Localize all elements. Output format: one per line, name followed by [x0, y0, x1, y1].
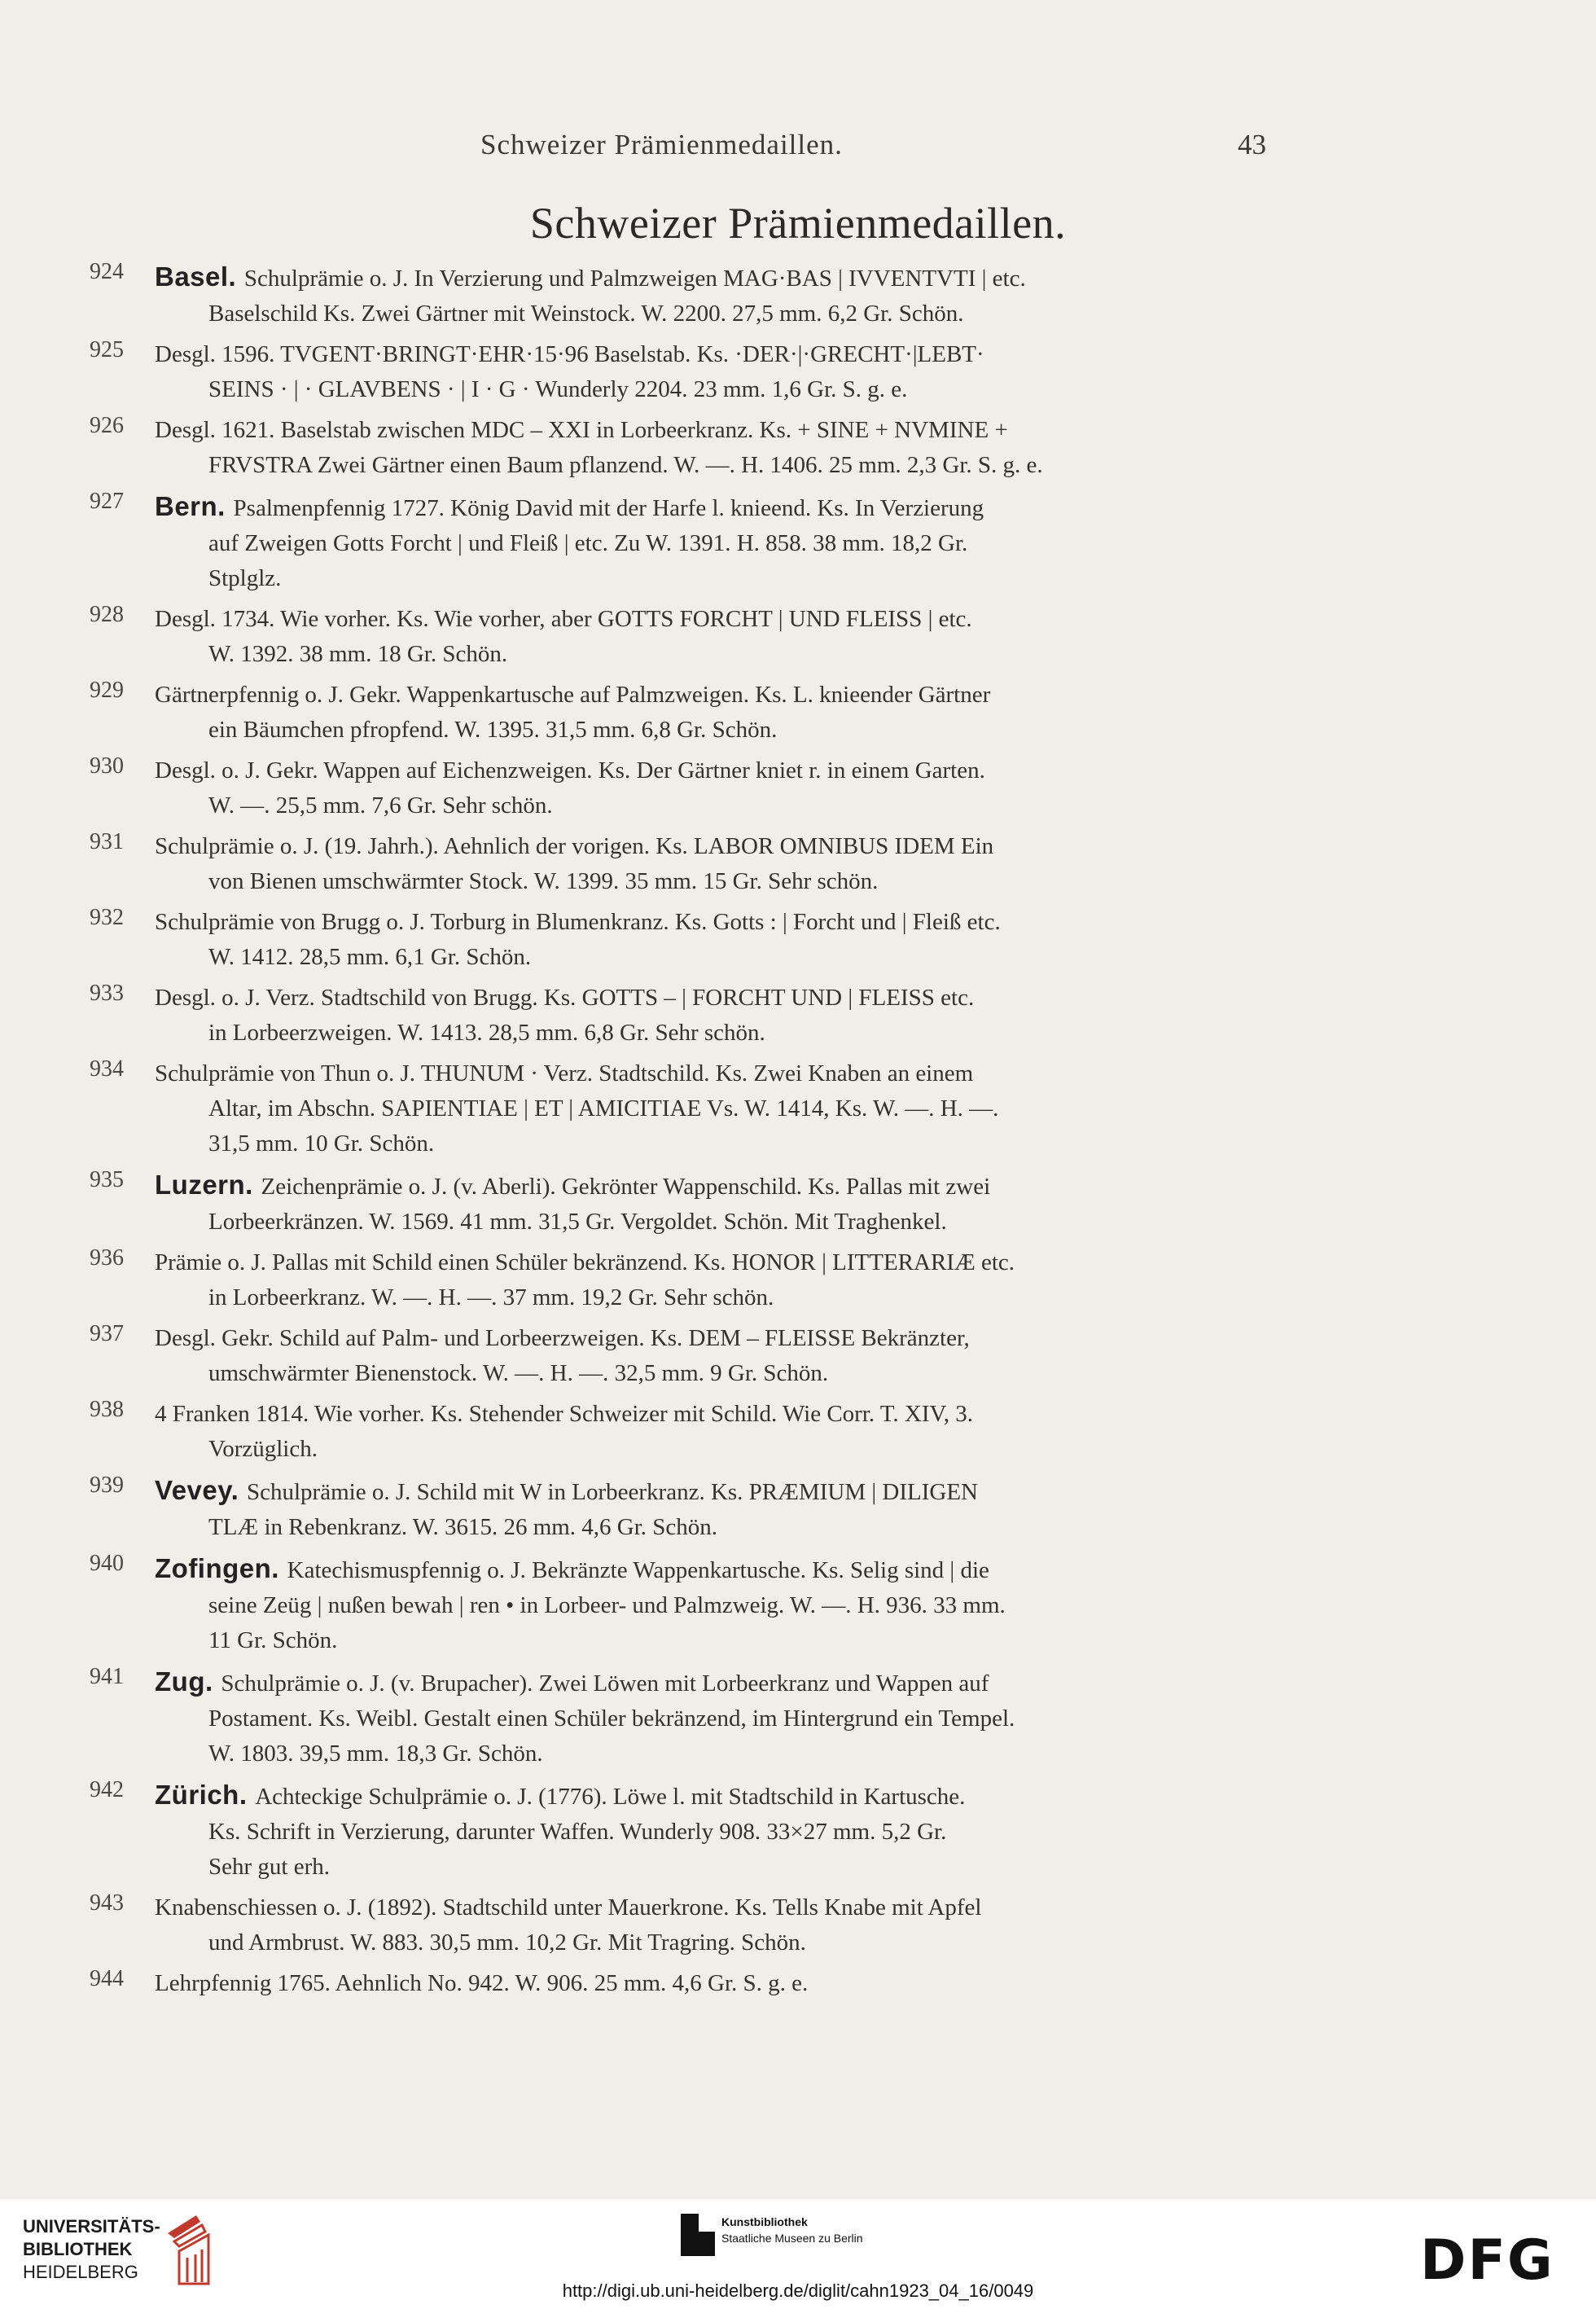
entry-line	[155, 526, 1278, 561]
entry-line-text: Desgl. Gekr. Schild auf Palm- und Lorbeerzweigen. Ks. DEM – FLEISSE Bekränzter,	[155, 1325, 970, 1351]
catalog-entry	[90, 1664, 1278, 1777]
entry-line-text: SEINS · | · GLAVBENS · | I · G · Wunderly 2204. 23 mm. 1,6 Gr. S. g. e.	[208, 376, 908, 402]
entry-line-text: auf Zweigen Gotts Forcht | und Fleiß | etc. Zu W. 1391. H. 858. 38 mm. 18,2 Gr.	[208, 530, 968, 556]
entry-number: 925	[90, 337, 124, 362]
entry-line	[155, 1432, 1278, 1467]
entry-number: 926	[90, 413, 124, 438]
entry-place: Zürich.	[155, 1780, 256, 1810]
entry-line	[155, 1056, 1278, 1091]
entry-line-text: Psalmenpfennig 1727. König David mit der Harfe l. knieend. Ks. In Verzierung	[233, 495, 984, 521]
entry-line	[155, 1205, 1278, 1240]
entry-line-text: 31,5 mm. 10 Gr. Schön.	[208, 1130, 435, 1157]
entry-line-text: umschwärmter Bienenstock. W. —. H. —. 32,5 mm. 9 Gr. Schön.	[208, 1360, 829, 1386]
entry-line-text: Baselschild Ks. Zwei Gärtner mit Weinstock. W. 2200. 27,5 mm. 6,2 Gr. Schön.	[208, 301, 964, 327]
entry-line	[155, 1701, 1278, 1736]
entry-gap	[90, 1051, 1278, 1056]
entry-text	[155, 753, 1278, 823]
page-number: 43	[1238, 129, 1266, 160]
entry-gap	[90, 407, 1278, 413]
entry-place: Luzern.	[155, 1170, 261, 1200]
ub-line-3: HEIDELBERG	[23, 2262, 138, 2282]
entry-line-text: Katechismuspfennig o. J. Bekränzte Wappenkartusche. Ks. Selig sind | die	[287, 1557, 989, 1583]
catalog-entry	[90, 1167, 1278, 1245]
entry-number: 933	[90, 981, 124, 1006]
entry-line-text: Schulprämie o. J. (v. Brupacher). Zwei Löwen mit Lorbeerkranz und Wappen auf	[221, 1670, 989, 1697]
section-title: Schweizer Prämienmedaillen.	[529, 199, 1067, 248]
entry-line	[155, 489, 1278, 526]
entry-gap	[90, 483, 1278, 489]
entry-line	[155, 1245, 1278, 1280]
entry-gap	[90, 899, 1278, 905]
entry-text	[155, 1473, 1278, 1545]
catalog-entry	[90, 753, 1278, 829]
entry-gap	[90, 1885, 1278, 1890]
entry-gap	[90, 1391, 1278, 1397]
catalog-entries	[90, 259, 1278, 2007]
entry-line	[155, 372, 1278, 407]
entry-gap	[90, 1467, 1278, 1473]
kunstbibliothek-logo-text[interactable]	[721, 2214, 863, 2246]
entry-number: 935	[90, 1167, 124, 1192]
running-title: Schweizer Prämienmedaillen.	[480, 129, 843, 160]
entry-line-text: Schulprämie von Thun o. J. THUNUM · Verz. Stadtschild. Ks. Zwei Knaben an einem	[155, 1060, 974, 1086]
entry-line-text: Schulprämie von Brugg o. J. Torburg in Blumenkranz. Ks. Gotts : | Forcht und | Fleiß etc.	[155, 909, 1001, 935]
entry-line	[155, 940, 1278, 975]
entry-line	[155, 1588, 1278, 1623]
entry-line-text: Schulprämie o. J. Schild mit W in Lorbeerkranz. Ks. PRÆMIUM | DILIGEN	[247, 1479, 978, 1505]
entry-line	[155, 1966, 1278, 2001]
entry-line-text: Lorbeerkränzen. W. 1569. 41 mm. 31,5 Gr. Vergoldet. Schön. Mit Traghenkel.	[208, 1209, 947, 1235]
entry-line	[155, 448, 1278, 483]
entry-place: Vevey.	[155, 1475, 247, 1505]
entry-line	[155, 1126, 1278, 1161]
entry-number: 930	[90, 753, 124, 779]
ub-heidelberg-emblem-icon	[160, 2209, 225, 2290]
entry-line	[155, 1091, 1278, 1126]
entry-number: 938	[90, 1397, 124, 1422]
entry-text	[155, 1321, 1278, 1391]
catalog-entry	[90, 489, 1278, 602]
entry-number: 940	[90, 1551, 124, 1576]
entry-line-text: Desgl. o. J. Verz. Stadtschild von Brugg. Ks. GOTTS – | FORCHT UND | FLEISS etc.	[155, 985, 975, 1011]
ub-line-1: UNIVERSITÄTS-	[23, 2216, 160, 2237]
entry-gap	[90, 1161, 1278, 1167]
entry-line	[155, 1623, 1278, 1658]
catalog-entry	[90, 1245, 1278, 1321]
entry-line	[155, 1280, 1278, 1315]
entry-number: 928	[90, 602, 124, 627]
kb-line-1: Kunstbibliothek	[721, 2215, 808, 2228]
entry-line-text: seine Zeüg | nußen bewah | ren • in Lorbeer- und Palmzweig. W. —. H. 936. 33 mm.	[208, 1592, 1006, 1618]
entry-line-text: und Armbrust. W. 883. 30,5 mm. 10,2 Gr. Mit Tragring. Schön.	[208, 1929, 806, 1956]
entry-number: 941	[90, 1664, 124, 1689]
entry-text	[155, 1167, 1278, 1240]
entry-line-text: 4 Franken 1814. Wie vorher. Ks. Stehender Schweizer mit Schild. Wie Corr. T. XIV, 3.	[155, 1401, 973, 1427]
entry-line-text: Knabenschiessen o. J. (1892). Stadtschild unter Mauerkrone. Ks. Tells Knabe mit Apfel	[155, 1894, 982, 1921]
entry-gap	[90, 1545, 1278, 1551]
catalog-entry	[90, 1473, 1278, 1551]
entry-place: Zofingen.	[155, 1553, 287, 1583]
ub-line-2: BIBLIOTHEK	[23, 2239, 133, 2259]
kb-line-2: Staatliche Museen zu Berlin	[721, 2232, 863, 2245]
entry-number: 942	[90, 1777, 124, 1802]
entry-line	[155, 602, 1278, 637]
entry-line	[155, 413, 1278, 448]
entry-gap	[90, 1658, 1278, 1664]
entry-line	[155, 678, 1278, 713]
entry-place: Zug.	[155, 1666, 221, 1697]
entry-line-text: W. 1412. 28,5 mm. 6,1 Gr. Schön.	[208, 944, 532, 970]
entry-line-text: Postament. Ks. Weibl. Gestalt einen Schüler bekränzend, im Hintergrund ein Tempel.	[208, 1705, 1015, 1732]
entry-gap	[90, 1240, 1278, 1245]
entry-number: 937	[90, 1321, 124, 1346]
entry-gap	[90, 2001, 1278, 2007]
entry-line	[155, 1815, 1278, 1850]
catalog-entry	[90, 678, 1278, 753]
entry-line-text: Gärtnerpfennig o. J. Gekr. Wappenkartusche auf Palmzweigen. Ks. L. knieender Gärtner	[155, 682, 991, 708]
entry-number: 934	[90, 1056, 124, 1082]
entry-line	[155, 864, 1278, 899]
entry-line-text: 11 Gr. Schön.	[208, 1627, 338, 1653]
entry-line-text: Achteckige Schulprämie o. J. (1776). Löwe l. mit Stadtschild in Kartusche.	[255, 1784, 966, 1810]
entry-line	[155, 296, 1278, 331]
entry-line-text: Desgl. 1596. TVGENT·BRINGT·EHR·15·96 Baselstab. Ks. ·DER·|·GRECHT·|LEBT·	[155, 341, 984, 367]
entry-gap	[90, 1315, 1278, 1321]
entry-text	[155, 1777, 1278, 1885]
entry-line	[155, 637, 1278, 672]
kunstbibliothek-logo-icon	[681, 2214, 715, 2256]
entry-line	[155, 1890, 1278, 1925]
catalog-entry	[90, 1777, 1278, 1890]
entry-line-text: Desgl. 1621. Baselstab zwischen MDC – XXI in Lorbeerkranz. Ks. + SINE + NVMINE +	[155, 417, 1008, 443]
entry-number: 929	[90, 678, 124, 703]
entry-gap	[90, 975, 1278, 981]
entry-line-text: Vorzüglich.	[208, 1436, 318, 1462]
entry-number: 939	[90, 1473, 124, 1498]
entry-line	[155, 1925, 1278, 1960]
entry-place: Basel.	[155, 261, 244, 292]
entry-line	[155, 1664, 1278, 1701]
entry-text	[155, 981, 1278, 1051]
entry-line-text: Schulprämie o. J. In Verzierung und Palmzweigen MAG·BAS | IVVENTVTI | etc.	[243, 266, 1026, 292]
entry-text	[155, 678, 1278, 748]
entry-number: 931	[90, 829, 124, 854]
entry-line-text: W. 1392. 38 mm. 18 Gr. Schön.	[208, 641, 508, 667]
catalog-entry	[90, 1551, 1278, 1664]
entry-line-text: Altar, im Abschn. SAPIENTIAE | ET | AMICITIAE Vs. W. 1414, Ks. W. —. H. —.	[208, 1095, 999, 1122]
entry-line	[155, 829, 1278, 864]
catalog-entry	[90, 413, 1278, 489]
entry-line	[155, 1167, 1278, 1205]
entry-line-text: FRVSTRA Zwei Gärtner einen Baum pflanzend. W. —. H. 1406. 25 mm. 2,3 Gr. S. g. e.	[208, 452, 1043, 478]
entry-gap	[90, 672, 1278, 678]
entry-line	[155, 1510, 1278, 1545]
entry-text	[155, 1664, 1278, 1771]
catalog-entry	[90, 1397, 1278, 1473]
entry-line	[155, 1777, 1278, 1815]
entry-line-text: TLÆ in Rebenkranz. W. 3615. 26 mm. 4,6 Gr. Schön.	[208, 1514, 718, 1540]
entry-text	[155, 1245, 1278, 1315]
entry-line	[155, 753, 1278, 788]
catalog-entry	[90, 829, 1278, 905]
entry-text	[155, 489, 1278, 596]
entry-text	[155, 337, 1278, 407]
entry-text	[155, 259, 1278, 331]
entry-number: 924	[90, 259, 124, 284]
entry-line	[155, 1850, 1278, 1885]
entry-text	[155, 1397, 1278, 1467]
entry-gap	[90, 1771, 1278, 1777]
entry-line-text: Zeichenprämie o. J. (v. Aberli). Gekrönter Wappenschild. Ks. Pallas mit zwei	[261, 1174, 991, 1200]
entry-number: 932	[90, 905, 124, 930]
entry-line	[155, 905, 1278, 940]
entry-text	[155, 1551, 1278, 1658]
entry-line	[155, 1016, 1278, 1051]
entry-line-text: Ks. Schrift in Verzierung, darunter Waffen. Wunderly 908. 33×27 mm. 5,2 Gr.	[208, 1819, 947, 1845]
catalog-entry	[90, 259, 1278, 337]
entry-line	[155, 788, 1278, 823]
entry-gap	[90, 596, 1278, 602]
entry-gap	[90, 331, 1278, 337]
entry-line	[155, 981, 1278, 1016]
entry-line-text: Lehrpfennig 1765. Aehnlich No. 942. W. 906. 25 mm. 4,6 Gr. S. g. e.	[155, 1970, 809, 1996]
dfg-logo[interactable]: DFG	[1420, 2228, 1554, 2293]
entry-line	[155, 561, 1278, 596]
ub-heidelberg-logo-text[interactable]	[23, 2215, 160, 2284]
entry-gap	[90, 748, 1278, 753]
entry-text	[155, 1890, 1278, 1960]
entry-line-text: in Lorbeerzweigen. W. 1413. 28,5 mm. 6,8 Gr. Sehr schön.	[208, 1020, 765, 1046]
entry-line	[155, 1473, 1278, 1510]
entry-line-text: Desgl. 1734. Wie vorher. Ks. Wie vorher, aber GOTTS FORCHT | UND FLEISS | etc.	[155, 606, 972, 632]
entry-line	[155, 1321, 1278, 1356]
entry-line-text: Prämie o. J. Pallas mit Schild einen Schüler bekränzend. Ks. HONOR | LITTERARIÆ etc.	[155, 1249, 1015, 1275]
entry-line-text: Sehr gut erh.	[208, 1854, 330, 1880]
entry-line-text: Desgl. o. J. Gekr. Wappen auf Eichenzweigen. Ks. Der Gärtner kniet r. in einem Garten.	[155, 757, 985, 784]
catalog-entry	[90, 1966, 1278, 2007]
entry-text	[155, 413, 1278, 483]
entry-line	[155, 259, 1278, 296]
entry-line	[155, 1736, 1278, 1771]
entry-text	[155, 602, 1278, 672]
source-url[interactable]: http://digi.ub.uni-heidelberg.de/diglit/cahn1923_04_16/0049	[562, 2280, 1034, 2301]
entry-line	[155, 1356, 1278, 1391]
catalog-entry	[90, 1321, 1278, 1397]
catalog-entry	[90, 1890, 1278, 1966]
entry-line	[155, 713, 1278, 748]
entry-line-text: von Bienen umschwärmter Stock. W. 1399. 35 mm. 15 Gr. Sehr schön.	[208, 868, 879, 894]
entry-line-text: Schulprämie o. J. (19. Jahrh.). Aehnlich der vorigen. Ks. LABOR OMNIBUS IDEM Ein	[155, 833, 994, 859]
entry-line-text: ein Bäumchen pfropfend. W. 1395. 31,5 mm. 6,8 Gr. Schön.	[208, 717, 778, 743]
catalog-entry	[90, 337, 1278, 413]
entry-line-text: W. —. 25,5 mm. 7,6 Gr. Sehr schön.	[208, 792, 553, 819]
entry-text	[155, 905, 1278, 975]
entry-line-text: in Lorbeerkranz. W. —. H. —. 37 mm. 19,2 Gr. Sehr schön.	[208, 1284, 774, 1310]
entry-number: 936	[90, 1245, 124, 1271]
entry-number: 927	[90, 489, 124, 514]
entry-line-text: W. 1803. 39,5 mm. 18,3 Gr. Schön.	[208, 1741, 543, 1767]
entry-text	[155, 1056, 1278, 1161]
entry-line	[155, 337, 1278, 372]
entry-gap	[90, 1960, 1278, 1966]
catalog-entry	[90, 1056, 1278, 1167]
entry-line	[155, 1397, 1278, 1432]
entry-line-text: Stplglz.	[208, 565, 282, 591]
catalog-entry	[90, 905, 1278, 981]
entry-place: Bern.	[155, 491, 234, 521]
entry-text	[155, 1966, 1278, 2001]
entry-number: 944	[90, 1966, 124, 1991]
catalog-entry	[90, 981, 1278, 1056]
entry-line	[155, 1551, 1278, 1588]
catalog-entry	[90, 602, 1278, 678]
entry-text	[155, 829, 1278, 899]
entry-number: 943	[90, 1890, 124, 1916]
entry-gap	[90, 823, 1278, 829]
